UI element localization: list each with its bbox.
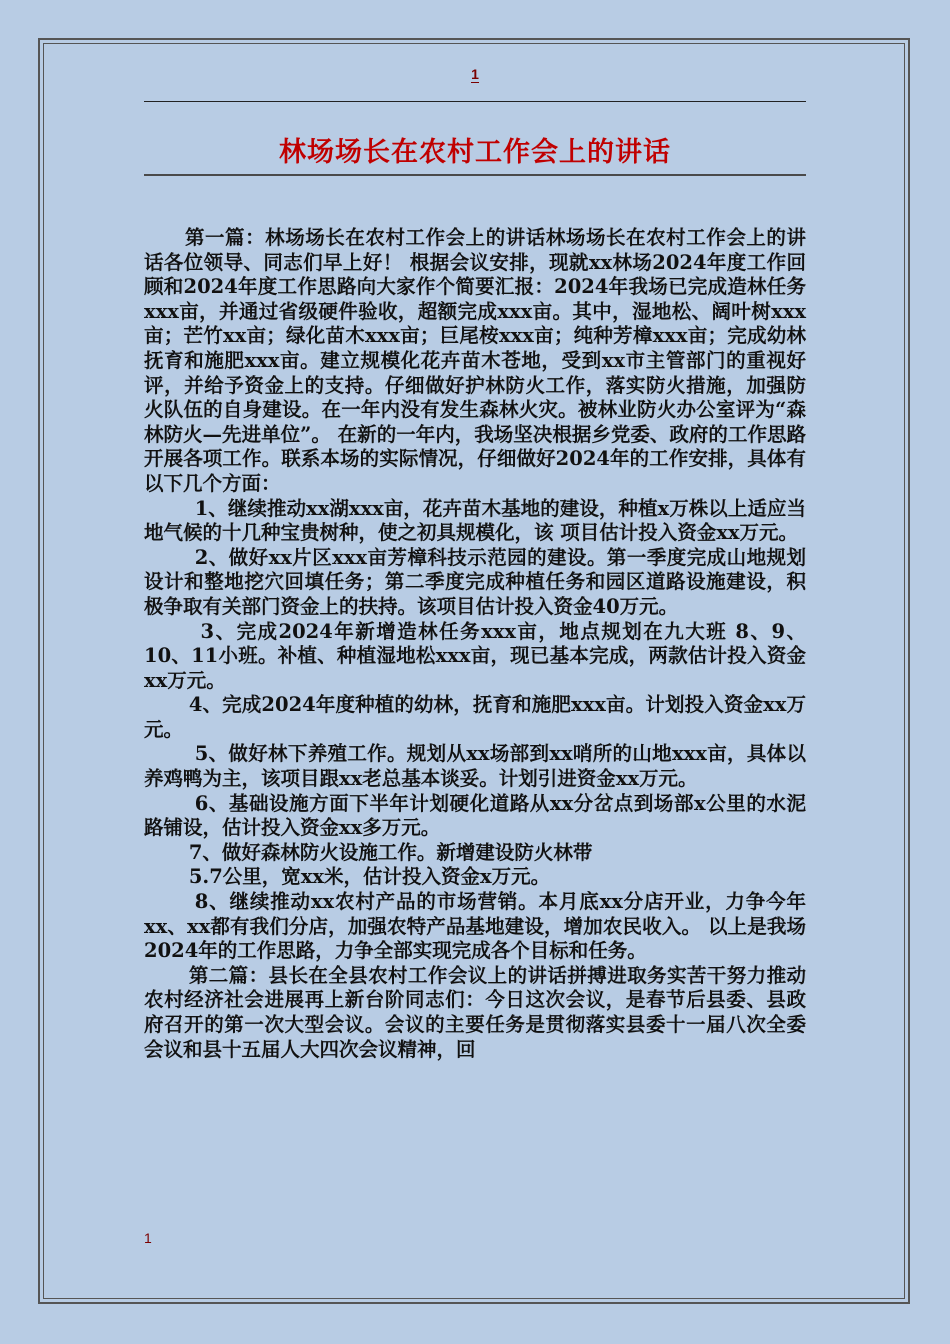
paragraph: 6、基础设施方面下半年计划硬化道路从xx分岔点到场部x公里的水泥路铺设，估计投入资金xx多万元。 <box>144 791 806 840</box>
paragraph: 第二篇：县长在全县农村工作会议上的讲话拼搏进取务实苦干努力推动农村经济社会进展再上新台阶同志们：今日这次会议，是春节后县委、县政府召开的第一次大型会议。会议的主要任务是贯彻落实县委十一届八次全委会议和县十五届人大四次会议精神，回 <box>144 963 806 1061</box>
title-rule <box>144 174 806 176</box>
paragraph: 第一篇：林场场长在农村工作会上的讲话林场场长在农村工作会上的讲话各位领导、同志们早上好！ 根据会议安排，现就xx林场2024年度工作回顾和2024年度工作思路向大家作个简要汇报：2024年我场已完成造林任务xxx亩，并通过省级硬件验收，超额完成xxx亩。其中，湿地松、阔叶树xxx亩；芒竹xx亩；绿化苗木xxx亩；巨尾桉xxx亩；纯种芳樟xxx亩；完成幼林抚育和施肥xxx亩。建立规模化花卉苗木苍地，受到xx市主管部门的重视好评，并给予资金上的支持。仔细做好护林防火工作，落实防火措施，加强防火队伍的自身建设。在一年内没有发生森林火灾。被林业防火办公室评为“森林防火—先进单位”。 在新的一年内，我场坚决根据乡党委、政府的工作思路开展各项工作。联系本场的实际情况，仔细做好2024年的工作安排，具体有以下几个方面： <box>144 226 806 495</box>
paragraph: 8、继续推动xx农村产品的市场营销。本月底xx分店开业，力争今年xx、xx都有我们分店，加强农特产品基地建设，增加农民收入。 以上是我场2024年的工作思路，力争全部实现完成各个目标和任务。 <box>144 890 806 963</box>
paragraph: 5.7公里，宽xx米，估计投入资金x万元。 <box>188 865 551 889</box>
header-page-number-text: 1 <box>471 66 479 82</box>
paragraph: 1、继续推动xx湖xxx亩，花卉苗木基地的建设，种植x万株以上适应当地气候的十几种宝贵树种，使之初具规模化，该 项目估计投入资金xx万元。 <box>144 496 806 545</box>
paragraph: 2、做好xx片区xxx亩芳樟科技示范园的建设。第一季度完成山地规划设计和整地挖穴回填任务；第二季度完成种植任务和园区道路设施建设，积极争取有关部门资金上的扶持。该项目估计投入资金40万元。 <box>144 545 806 618</box>
footer-page-number: 1 <box>144 1230 152 1246</box>
paragraph: 3、完成2024年新增造林任务xxx亩，地点规划在九大班 8、9、 10、11小班。补植、种植湿地松xxx亩，现已基本完成，两款估计投入资金xx万元。 <box>144 619 806 692</box>
document-title: 林场场长在农村工作会上的讲话 <box>279 137 671 168</box>
paragraph: 7、做好森林防火设施工作。新增建设防火林带 <box>188 840 593 864</box>
header-rule <box>144 101 806 102</box>
paragraph: 4、完成2024年度种植的幼林，抚育和施肥xxx亩。计划投入资金xx万元。 <box>144 693 806 741</box>
header-page-number <box>0 66 950 82</box>
paragraph: 5、做好林下养殖工作。规划从xx场部到xx哨所的山地xxx亩，具体以养鸡鸭为主，该项目跟xx老总基本谈妥。计划引进资金xx万元。 <box>144 742 806 791</box>
document-body <box>144 226 806 1062</box>
